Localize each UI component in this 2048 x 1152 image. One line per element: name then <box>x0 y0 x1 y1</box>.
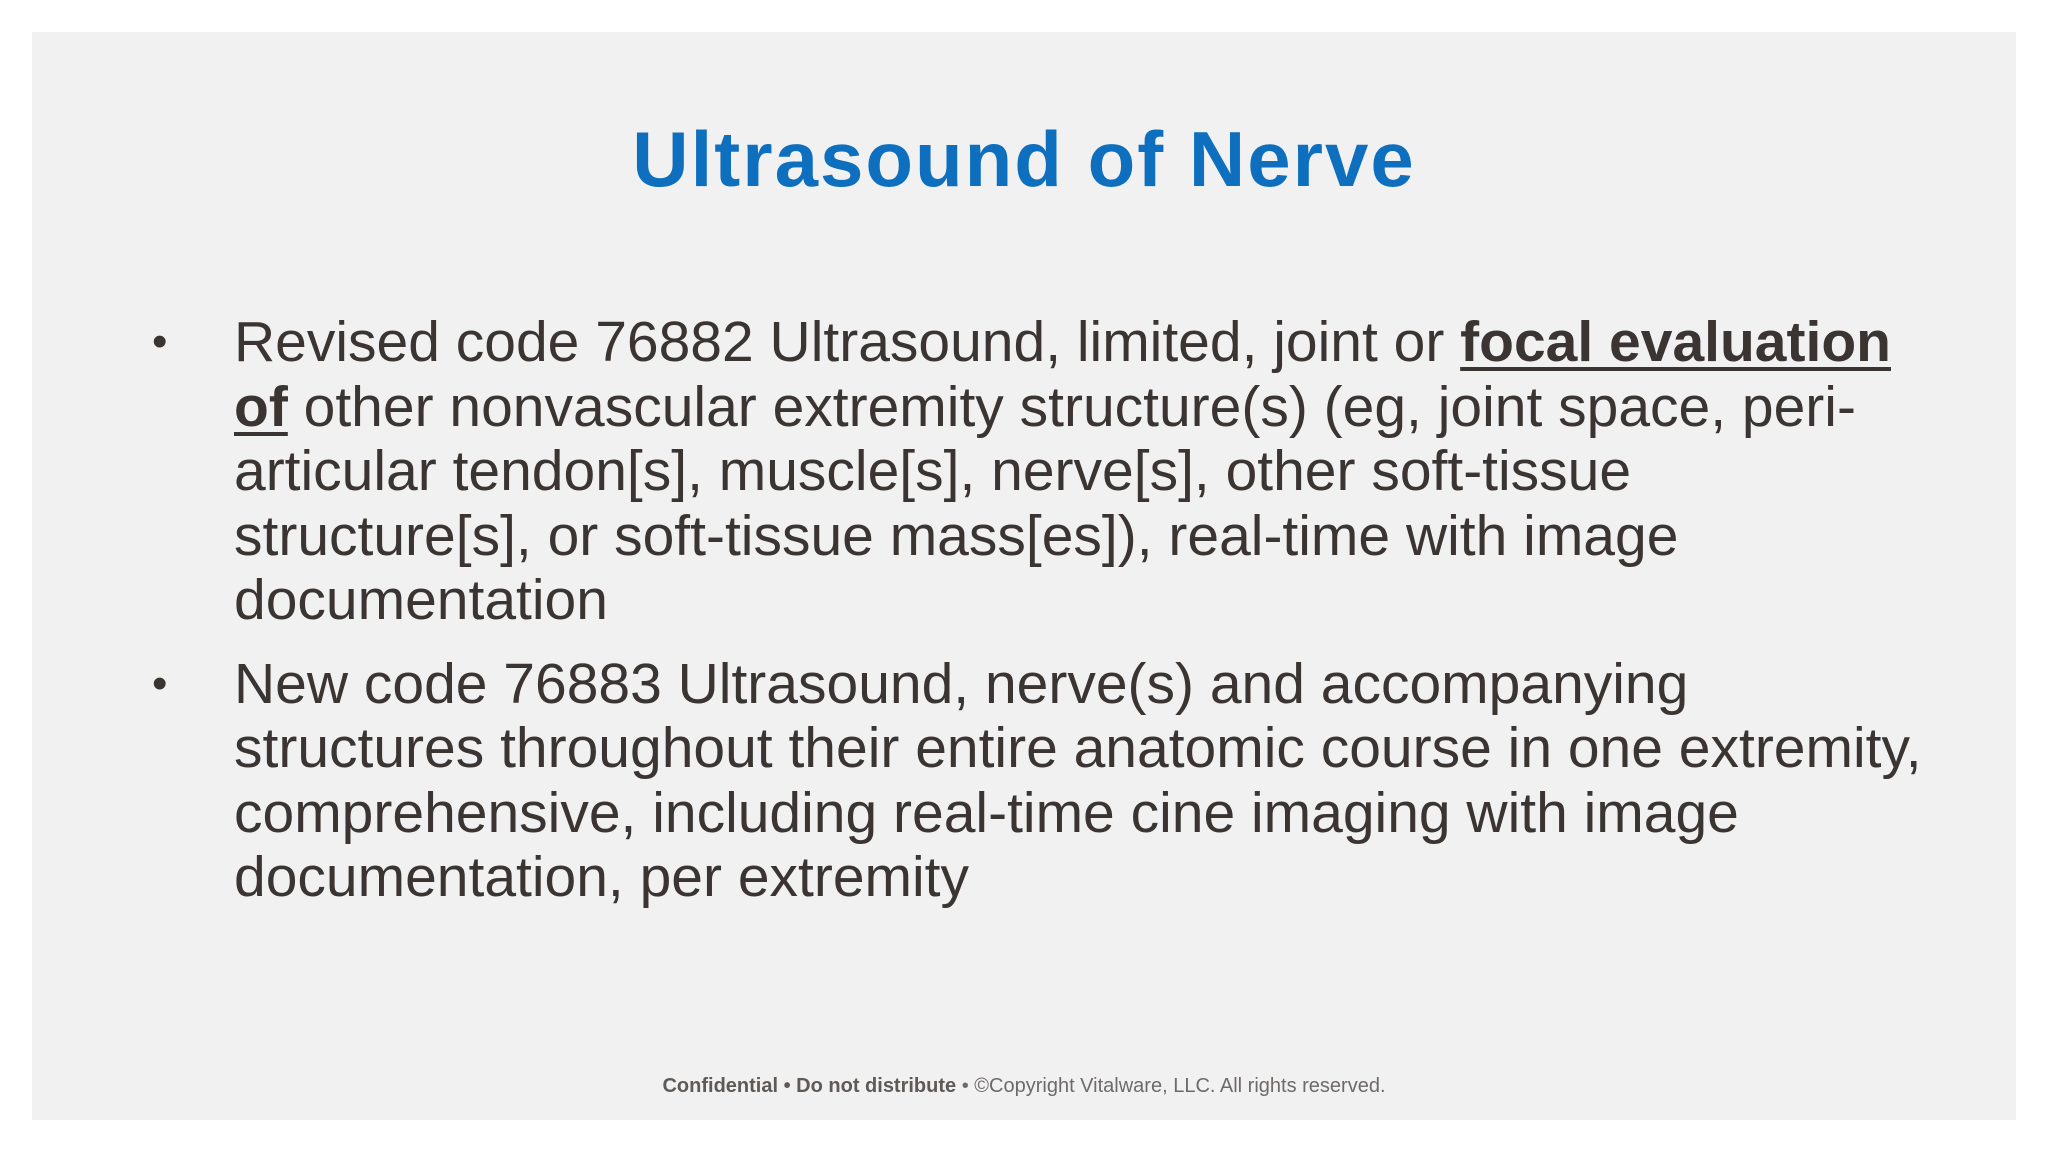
footer-separator: • <box>961 1075 969 1097</box>
footer-separator: • <box>783 1075 791 1097</box>
bullet-dot-icon: • <box>152 658 168 708</box>
bullet-item <box>32 310 2016 633</box>
bullet-text: New code 76883 Ultrasound, nerve(s) and accompanying structures throughout their entire anatomic course in one extremity, comprehensive, including real-time cine imaging with image documentation, per extremity <box>234 651 1922 909</box>
footer-confidential: Confidential <box>662 1075 779 1097</box>
bullet-text-after: other nonvascular extremity structure(s) (eg, joint space, peri-articular tendon[s], muscle[s], nerve[s], other soft-tissue structure[s], or soft-tissue mass[es]), real-time with image documentation <box>234 374 1856 632</box>
bullet-text-emphasis: focal evaluation of <box>234 310 1891 439</box>
bullet-item <box>32 652 2016 910</box>
slide-title: Ultrasound of Nerve <box>632 115 1416 203</box>
slide <box>32 32 2016 1120</box>
bullet-text-before: Revised code 76882 Ultrasound, limited, joint or <box>234 310 1461 374</box>
bullet-list <box>32 310 2016 929</box>
footer-do-not-distribute: Do not distribute <box>796 1075 957 1097</box>
footer-copyright: ©Copyright Vitalware, LLC. All rights reserved. <box>974 1075 1386 1097</box>
footer <box>32 1076 2016 1096</box>
bullet-dot-icon: • <box>152 317 168 366</box>
bullet-text <box>234 310 1934 633</box>
